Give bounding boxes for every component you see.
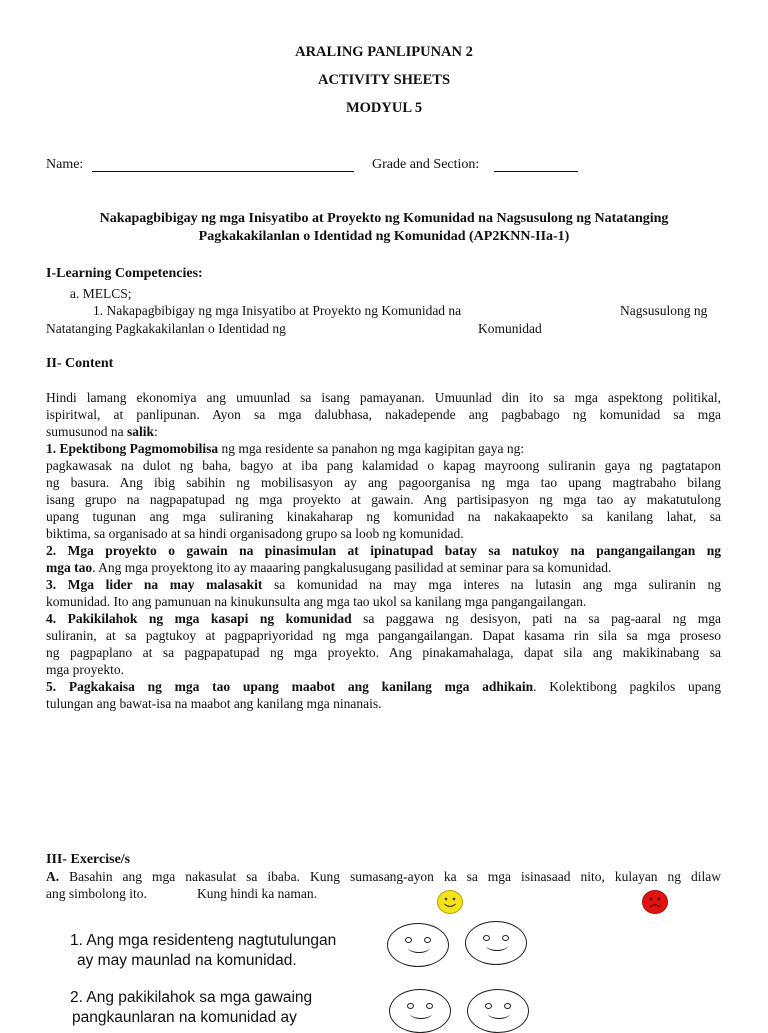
exercise-item1-line2: ay may maunlad na komunidad. bbox=[77, 952, 297, 969]
exercise-a-line2-part1: ang simbolong ito. bbox=[46, 886, 147, 901]
competencies-heading: I-Learning Competencies: bbox=[46, 266, 203, 281]
name-label: Name: bbox=[46, 157, 84, 172]
factor4-line1 bbox=[46, 610, 721, 627]
exercise-a-line2-part2: Kung hindi ka naman. bbox=[197, 886, 317, 901]
intro-text: sumusunod na bbox=[46, 424, 127, 439]
lesson-title-line2: Pagkakakilanlan o Identidad ng Komunidad (AP2KNN-IIa-1) bbox=[198, 229, 570, 244]
intro-line: ispiritwal, at panlipunan. Ayon sa mga dalubhasa, nakadepende ang pagbabago ng komunidad sa mga bbox=[46, 407, 721, 422]
factor1-line: pagkawasak na dulot ng baha, bagyo at iba pang kalamidad o kapag mayroong suliranin gaya ng pagtatapon bbox=[46, 458, 721, 473]
factor4-text: sa paggawa ng desisyon, pati na sa pag-aaral ng mga bbox=[351, 611, 721, 626]
factor5-line1 bbox=[46, 678, 721, 695]
red-sad-face-icon bbox=[641, 889, 669, 915]
exercise-a-text: Basahin ang mga nakasulat sa ibaba. Kung sumasang-ayon ka sa mga isinasaad nito, kulayan ng dilaw bbox=[59, 869, 721, 884]
factor1-line: isang grupo na nagpapatupad ng mga proyekto at gawain. Ang partisipasyon ng mga tao ay makatutulong bbox=[46, 492, 721, 507]
exercise-heading: III- Exercise/s bbox=[46, 852, 131, 867]
intro-line-last bbox=[46, 423, 721, 440]
factor5-text: . Kolektibong pagkilos upang bbox=[533, 679, 721, 694]
module-title: MODYUL 5 bbox=[345, 100, 423, 116]
factor1-title: 1. Epektibong Pagmomobilisa bbox=[46, 441, 219, 456]
intro-line: Hindi lamang ekonomiya ang umuunlad sa isang pamayanan. Umuunlad din ito sa mga aspektong politikal, bbox=[46, 390, 721, 405]
exercise-a-label: A. bbox=[46, 869, 60, 884]
yellow-smiley-icon bbox=[436, 889, 464, 915]
grade-section-blank-line[interactable] bbox=[494, 171, 578, 172]
factor3-line1 bbox=[46, 576, 721, 593]
content-heading: II- Content bbox=[46, 356, 114, 371]
factor1-text: ng mga residente sa panahon ng mga kagipitan gaya ng: bbox=[218, 441, 525, 456]
competency-item1-part1: 1. Nakapagbibigay ng mga Inisyatibo at Proyekto ng Komunidad na bbox=[93, 303, 462, 318]
smiley-face-outline-icon[interactable] bbox=[389, 989, 451, 1033]
competency-item1-part4: Komunidad bbox=[478, 321, 542, 336]
melcs-label: a. MELCS; bbox=[70, 286, 132, 301]
factor3-title: 3. Mga lider na may malasakit bbox=[46, 577, 263, 592]
factor4-title: 4. Pakikilahok ng mga kasapi ng komunidad bbox=[46, 611, 352, 626]
name-blank-line[interactable] bbox=[92, 171, 354, 172]
competency-item1-part2: Nagsusulong ng bbox=[620, 303, 708, 318]
factor1-line: upang tugunan ang mga suliraning kinakaharap ng komunidad na nakakaapekto sa kanilang lahat, sa bbox=[46, 509, 721, 524]
factor2-title-end: mga tao bbox=[46, 560, 93, 575]
smiley-face-outline-icon[interactable] bbox=[387, 923, 449, 967]
factor5-title: 5. Pagkakaisa ng mga tao upang maabot ang kanilang mga adhikain bbox=[46, 679, 534, 694]
factor3-text: sa komunidad na may mga interes na lutasin ang mga suliranin ng bbox=[262, 577, 722, 592]
intro-colon: : bbox=[154, 424, 158, 439]
competency-item1-part3: Natatanging Pagkakakilanlan o Identidad ng bbox=[46, 321, 286, 336]
subject-title: ARALING PANLIPUNAN 2 bbox=[295, 44, 473, 60]
factor4-line: suliranin, at sa pagtukoy at pagpapriyoridad ng mga pangangailangan. Dapat kasama rin sila sa mga proseso bbox=[46, 628, 721, 643]
factor2-line2 bbox=[46, 559, 721, 576]
exercise-a-instruction bbox=[46, 868, 721, 885]
factor1-line: ng basura. Ang ibig sabihin ng mobilisasyon ay ang pagoorganisa ng mga tao upang magtrabaho bilang bbox=[46, 475, 721, 490]
exercise-item2-line1: 2. Ang pakikilahok sa mga gawaing bbox=[70, 989, 313, 1006]
exercise-item2-line2: pangkaunlaran na komunidad ay bbox=[72, 1009, 297, 1026]
factor1-line: biktima, sa organisado at sa hindi organisadong grupo sa loob ng komunidad. bbox=[46, 526, 464, 541]
factor2-title: 2. Mga proyekto o gawain na pinasimulan at ipinatupad batay sa natukoy na pangangailangan ng bbox=[46, 543, 721, 558]
factor1-heading bbox=[46, 440, 721, 457]
grade-section-label: Grade and Section: bbox=[372, 157, 480, 172]
factor2-text: . Ang mga proyektong ito ay maaaring pangkalusugang pasilidad at seminar para sa komunidad. bbox=[92, 560, 612, 575]
smiley-face-outline-icon[interactable] bbox=[467, 989, 529, 1033]
factor4-line-last: mga proyekto. bbox=[46, 662, 124, 677]
factor5-line2: tulungan ang bawat-isa na maabot ang kanilang mga ninanais. bbox=[46, 696, 382, 711]
smiley-face-outline-icon[interactable] bbox=[465, 921, 527, 965]
sheet-type-title: ACTIVITY SHEETS bbox=[317, 72, 451, 88]
factor3-line2: komunidad. Ito ang pamunuan na kinukunsulta ang mga tao ukol sa kanilang mga pangangailangan. bbox=[46, 594, 587, 609]
factor4-line: ng pagpaplano at sa pagpapatupad ng mga proyekto. Ang pinakamahalaga, dapat sila ang makikinabang sa bbox=[46, 645, 721, 660]
exercise-item1-line1: 1. Ang mga residenteng nagtutulungan bbox=[70, 932, 337, 949]
salik-term: salik bbox=[127, 424, 155, 439]
lesson-title-line1: Nakapagbibigay ng mga Inisyatibo at Proyekto ng Komunidad na Nagsusulong ng Natatanging bbox=[99, 211, 669, 226]
